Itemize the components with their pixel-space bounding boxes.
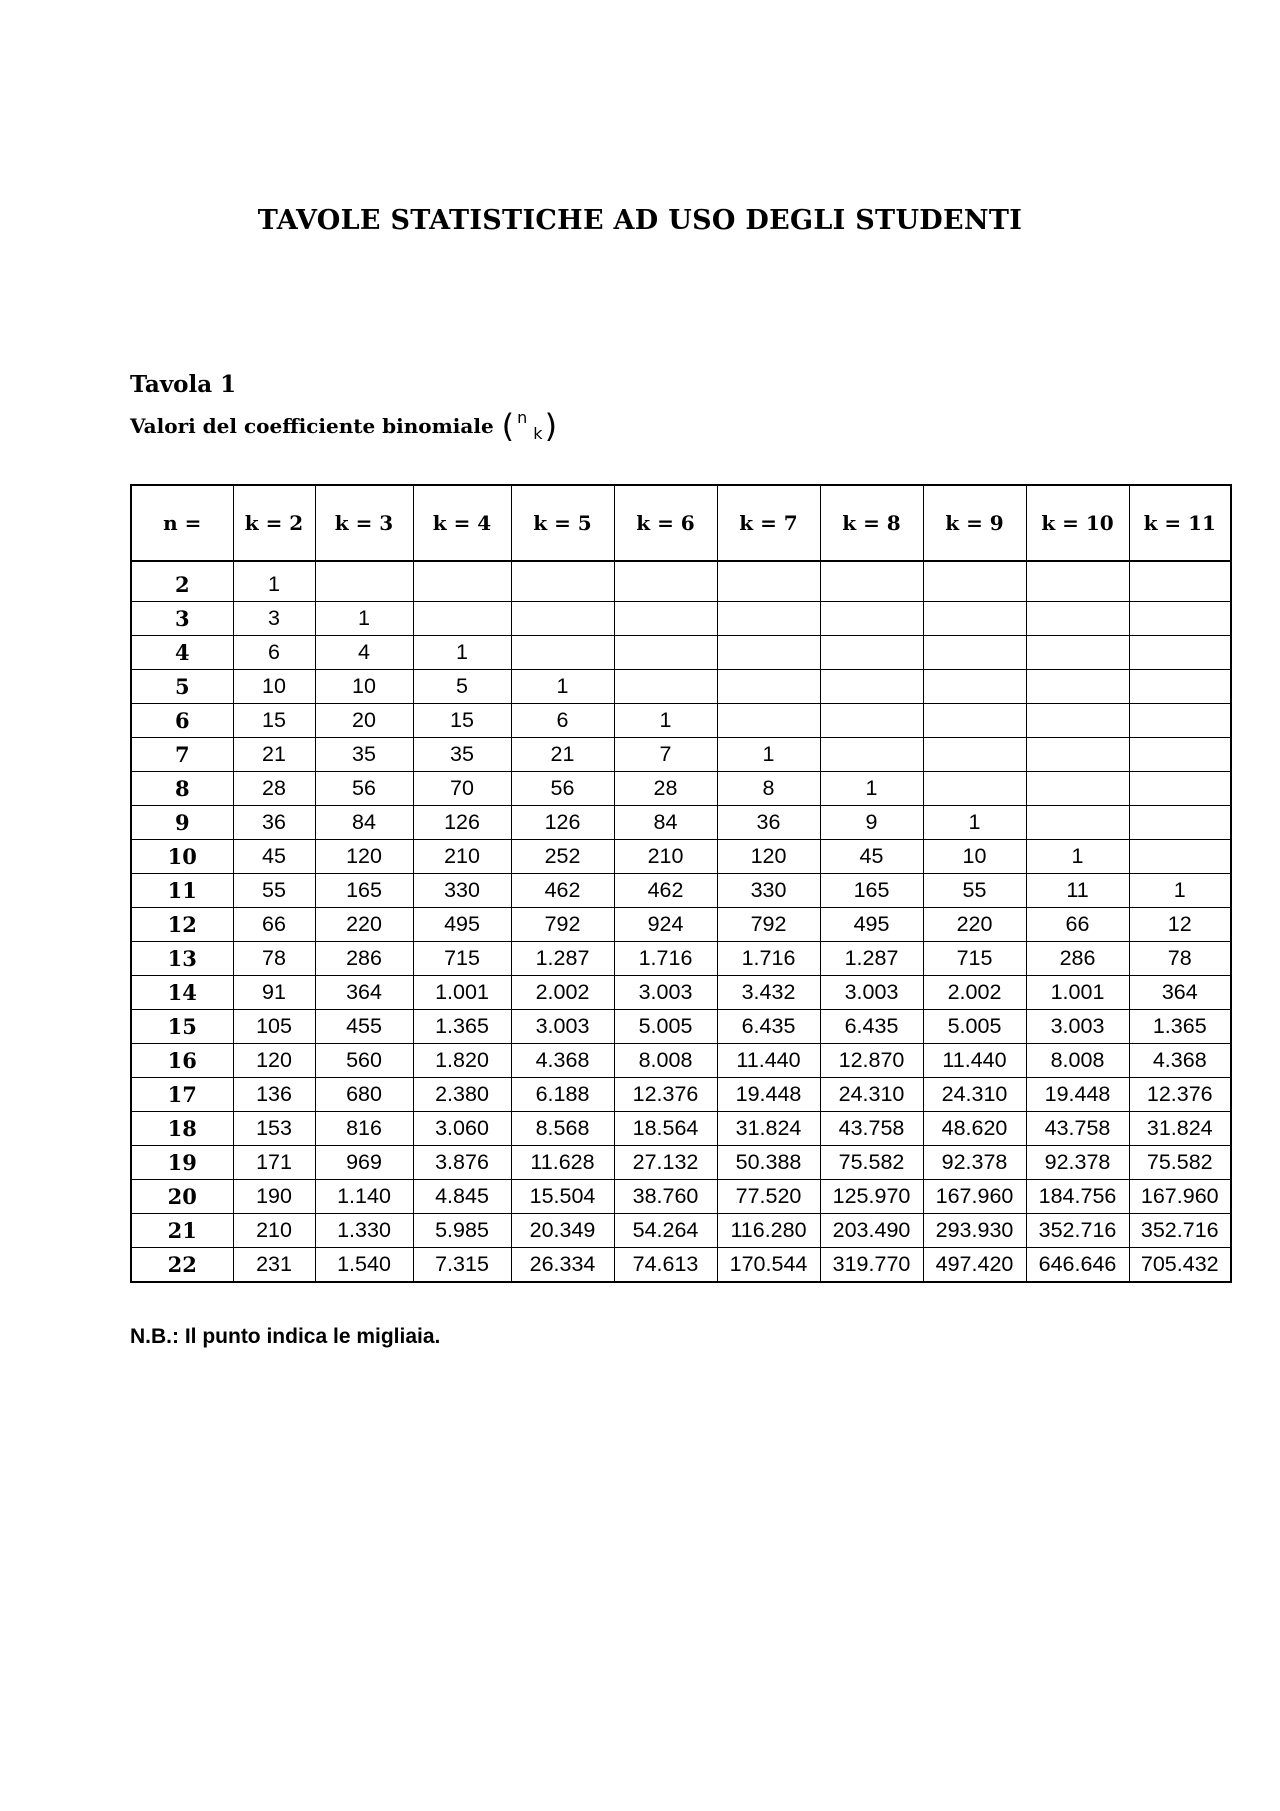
table-cell: 165 [315, 874, 413, 908]
table-cell: 3.003 [614, 976, 717, 1010]
row-n-cell: 17 [131, 1078, 233, 1112]
table-cell [820, 704, 923, 738]
table-row [131, 772, 1231, 806]
table-cell [923, 772, 1026, 806]
table-cell: 120 [717, 840, 820, 874]
table-row [131, 1112, 1231, 1146]
table-cell: 165 [820, 874, 923, 908]
table-cell [717, 636, 820, 670]
table-label: Tavola 1 [130, 371, 237, 398]
table-cell: 792 [717, 908, 820, 942]
row-n-cell: 7 [131, 738, 233, 772]
table-row [131, 704, 1231, 738]
row-n-cell: 20 [131, 1180, 233, 1214]
table-cell: 462 [511, 874, 614, 908]
table-cell: 120 [233, 1044, 315, 1078]
table-row [131, 670, 1231, 704]
column-header-k8: k = 8 [820, 485, 923, 561]
column-header-k11: k = 11 [1129, 485, 1231, 561]
table-cell: 330 [413, 874, 511, 908]
table-cell [1129, 806, 1231, 840]
row-n-cell: 2 [131, 561, 233, 602]
table-cell: 705.432 [1129, 1248, 1231, 1283]
table-cell: 1.330 [315, 1214, 413, 1248]
table-row [131, 806, 1231, 840]
column-header-k10: k = 10 [1026, 485, 1129, 561]
table-cell: 28 [233, 772, 315, 806]
table-cell: 715 [413, 942, 511, 976]
table-cell: 11.440 [717, 1044, 820, 1078]
table-cell: 560 [315, 1044, 413, 1078]
table-cell: 1.540 [315, 1248, 413, 1283]
table-cell [1129, 636, 1231, 670]
table-row [131, 942, 1231, 976]
table-cell: 75.582 [1129, 1146, 1231, 1180]
table-cell: 286 [1026, 942, 1129, 976]
table-cell [1129, 738, 1231, 772]
table-cell: 969 [315, 1146, 413, 1180]
table-cell: 210 [614, 840, 717, 874]
table-cell: 43.758 [820, 1112, 923, 1146]
table-cell: 1 [511, 670, 614, 704]
table-cell: 1 [413, 636, 511, 670]
table-cell: 2.002 [923, 976, 1026, 1010]
table-cell: 105 [233, 1010, 315, 1044]
table-cell: 48.620 [923, 1112, 1026, 1146]
table-cell [614, 561, 717, 602]
table-cell: 3.003 [820, 976, 923, 1010]
table-cell: 84 [614, 806, 717, 840]
row-n-cell: 6 [131, 704, 233, 738]
table-cell: 9 [820, 806, 923, 840]
binomial-close-paren: ) [544, 407, 558, 445]
table-subtitle [130, 407, 558, 445]
table-cell: 190 [233, 1180, 315, 1214]
row-n-cell: 21 [131, 1214, 233, 1248]
table-cell [923, 602, 1026, 636]
table-cell: 5 [413, 670, 511, 704]
table-cell: 35 [413, 738, 511, 772]
table-cell: 293.930 [923, 1214, 1026, 1248]
table-row [131, 1044, 1231, 1078]
table-cell: 24.310 [820, 1078, 923, 1112]
table-cell: 10 [315, 670, 413, 704]
table-cell: 210 [233, 1214, 315, 1248]
column-header-k2: k = 2 [233, 485, 315, 561]
table-cell [1129, 772, 1231, 806]
table-cell [1129, 704, 1231, 738]
table-cell: 21 [511, 738, 614, 772]
table-cell: 4.845 [413, 1180, 511, 1214]
binomial-open-paren: ( [501, 407, 515, 445]
binomial-n: n [517, 407, 528, 427]
table-cell: 21 [233, 738, 315, 772]
column-header-k5: k = 5 [511, 485, 614, 561]
table-cell [717, 561, 820, 602]
table-cell: 153 [233, 1112, 315, 1146]
table-row [131, 738, 1231, 772]
table-row [131, 1180, 1231, 1214]
table-cell: 12.376 [614, 1078, 717, 1112]
table-cell: 136 [233, 1078, 315, 1112]
table-cell: 31.824 [1129, 1112, 1231, 1146]
column-header-k9: k = 9 [923, 485, 1026, 561]
table-cell: 10 [233, 670, 315, 704]
row-n-cell: 9 [131, 806, 233, 840]
table-cell: 252 [511, 840, 614, 874]
table-cell: 36 [233, 806, 315, 840]
table-cell: 1.820 [413, 1044, 511, 1078]
table-cell [1026, 704, 1129, 738]
table-cell: 84 [315, 806, 413, 840]
table-cell [413, 561, 511, 602]
table-cell: 7.315 [413, 1248, 511, 1283]
subtitle-text: Valori del coefficiente binomiale [130, 414, 494, 438]
table-cell: 31.824 [717, 1112, 820, 1146]
table-cell: 3.876 [413, 1146, 511, 1180]
table-cell: 1.365 [413, 1010, 511, 1044]
table-cell [1129, 670, 1231, 704]
table-cell [923, 670, 1026, 704]
table-cell: 20.349 [511, 1214, 614, 1248]
table-cell: 2.002 [511, 976, 614, 1010]
table-cell [923, 738, 1026, 772]
table-cell: 12.870 [820, 1044, 923, 1078]
table-cell: 1 [614, 704, 717, 738]
table-cell: 74.613 [614, 1248, 717, 1283]
table-cell: 1 [233, 561, 315, 602]
table-cell [1026, 561, 1129, 602]
table-cell [717, 704, 820, 738]
row-n-cell: 22 [131, 1248, 233, 1283]
table-cell: 6.435 [717, 1010, 820, 1044]
table-cell: 3.003 [511, 1010, 614, 1044]
table-cell: 11.628 [511, 1146, 614, 1180]
row-n-cell: 10 [131, 840, 233, 874]
table-cell: 92.378 [923, 1146, 1026, 1180]
table-cell: 1.716 [717, 942, 820, 976]
table-cell: 10 [923, 840, 1026, 874]
table-cell: 3.003 [1026, 1010, 1129, 1044]
table-cell [820, 738, 923, 772]
table-cell [1026, 806, 1129, 840]
table-cell: 680 [315, 1078, 413, 1112]
table-cell: 1 [315, 602, 413, 636]
table-cell: 210 [413, 840, 511, 874]
table-cell: 1.365 [1129, 1010, 1231, 1044]
table-cell: 5.985 [413, 1214, 511, 1248]
table-cell: 3 [233, 602, 315, 636]
table-cell: 126 [413, 806, 511, 840]
table-cell: 77.520 [717, 1180, 820, 1214]
table-cell: 1 [923, 806, 1026, 840]
table-cell: 15 [413, 704, 511, 738]
table-cell: 35 [315, 738, 413, 772]
table-cell: 55 [233, 874, 315, 908]
table-cell: 11.440 [923, 1044, 1026, 1078]
table-cell: 27.132 [614, 1146, 717, 1180]
table-cell [717, 602, 820, 636]
column-header-k3: k = 3 [315, 485, 413, 561]
table-cell: 231 [233, 1248, 315, 1283]
table-cell: 220 [923, 908, 1026, 942]
table-cell: 495 [820, 908, 923, 942]
footnote: N.B.: Il punto indica le migliaia. [130, 1325, 441, 1348]
table-cell: 364 [1129, 976, 1231, 1010]
table-cell: 19.448 [1026, 1078, 1129, 1112]
table-cell: 715 [923, 942, 1026, 976]
table-cell: 1.001 [1026, 976, 1129, 1010]
table-row [131, 636, 1231, 670]
table-cell: 2.380 [413, 1078, 511, 1112]
table-cell: 495 [413, 908, 511, 942]
table-cell [923, 636, 1026, 670]
table-cell: 170.544 [717, 1248, 820, 1283]
table-row [131, 1010, 1231, 1044]
table-cell: 8.008 [614, 1044, 717, 1078]
table-cell: 171 [233, 1146, 315, 1180]
table-cell [820, 561, 923, 602]
table-cell: 1 [717, 738, 820, 772]
table-cell: 5.005 [923, 1010, 1026, 1044]
binomial-k: k [533, 423, 543, 443]
table-cell: 120 [315, 840, 413, 874]
table-cell: 924 [614, 908, 717, 942]
table-cell: 70 [413, 772, 511, 806]
table-cell: 352.716 [1129, 1214, 1231, 1248]
table-cell [923, 561, 1026, 602]
table-cell [820, 670, 923, 704]
table-cell: 36 [717, 806, 820, 840]
table-cell [717, 670, 820, 704]
table-cell: 167.960 [923, 1180, 1026, 1214]
table-cell: 7 [614, 738, 717, 772]
table-cell: 1.716 [614, 942, 717, 976]
row-n-cell: 4 [131, 636, 233, 670]
table-cell: 66 [1026, 908, 1129, 942]
table-cell: 18.564 [614, 1112, 717, 1146]
table-cell [1026, 738, 1129, 772]
binomial-symbol [501, 407, 558, 445]
table-cell: 220 [315, 908, 413, 942]
row-n-cell: 13 [131, 942, 233, 976]
table-cell [614, 602, 717, 636]
table-cell: 1 [1129, 874, 1231, 908]
table-cell: 6 [511, 704, 614, 738]
table-cell: 8.568 [511, 1112, 614, 1146]
table-cell: 1 [1026, 840, 1129, 874]
table-cell: 1.287 [511, 942, 614, 976]
table-cell: 78 [233, 942, 315, 976]
row-n-cell: 11 [131, 874, 233, 908]
row-n-cell: 16 [131, 1044, 233, 1078]
table-cell: 116.280 [717, 1214, 820, 1248]
table-cell: 24.310 [923, 1078, 1026, 1112]
column-header-k7: k = 7 [717, 485, 820, 561]
table-cell: 45 [820, 840, 923, 874]
table-cell: 91 [233, 976, 315, 1010]
table-cell: 15 [233, 704, 315, 738]
table-cell [1026, 772, 1129, 806]
table-row [131, 976, 1231, 1010]
table-cell: 50.388 [717, 1146, 820, 1180]
table-cell: 54.264 [614, 1214, 717, 1248]
table-cell: 6.188 [511, 1078, 614, 1112]
table-cell: 364 [315, 976, 413, 1010]
table-cell: 125.970 [820, 1180, 923, 1214]
table-cell: 1 [820, 772, 923, 806]
table-row [131, 1078, 1231, 1112]
table-cell: 203.490 [820, 1214, 923, 1248]
table-cell [1026, 670, 1129, 704]
table-cell: 26.334 [511, 1248, 614, 1283]
table-cell [820, 636, 923, 670]
table-cell: 20 [315, 704, 413, 738]
table-cell: 8 [717, 772, 820, 806]
table-row [131, 874, 1231, 908]
table-cell: 286 [315, 942, 413, 976]
table-cell: 462 [614, 874, 717, 908]
table-cell: 66 [233, 908, 315, 942]
table-cell: 19.448 [717, 1078, 820, 1112]
row-n-cell: 8 [131, 772, 233, 806]
table-cell: 92.378 [1026, 1146, 1129, 1180]
page-title: TAVOLE STATISTICHE AD USO DEGLI STUDENTI [257, 205, 1023, 236]
table-cell [511, 602, 614, 636]
table-cell: 5.005 [614, 1010, 717, 1044]
table-cell: 11 [1026, 874, 1129, 908]
table-cell: 75.582 [820, 1146, 923, 1180]
table-cell: 78 [1129, 942, 1231, 976]
table-cell: 816 [315, 1112, 413, 1146]
table-cell [413, 602, 511, 636]
table-cell: 4.368 [1129, 1044, 1231, 1078]
column-header-n: n = [131, 485, 233, 561]
table-cell: 646.646 [1026, 1248, 1129, 1283]
table-cell [614, 670, 717, 704]
table-cell: 15.504 [511, 1180, 614, 1214]
table-row [131, 561, 1231, 602]
table-cell [614, 636, 717, 670]
table-cell [1129, 840, 1231, 874]
row-n-cell: 18 [131, 1112, 233, 1146]
table-cell [1026, 636, 1129, 670]
table-cell: 3.060 [413, 1112, 511, 1146]
table-cell [923, 704, 1026, 738]
row-n-cell: 5 [131, 670, 233, 704]
row-n-cell: 12 [131, 908, 233, 942]
table-body [131, 561, 1231, 1282]
table-cell: 126 [511, 806, 614, 840]
table-row [131, 1214, 1231, 1248]
table-cell: 38.760 [614, 1180, 717, 1214]
table-cell: 12 [1129, 908, 1231, 942]
table-cell: 28 [614, 772, 717, 806]
table-cell: 1.001 [413, 976, 511, 1010]
table-cell: 792 [511, 908, 614, 942]
table-row [131, 840, 1231, 874]
table-row [131, 908, 1231, 942]
table-cell [315, 561, 413, 602]
table-cell: 1.140 [315, 1180, 413, 1214]
table-row [131, 602, 1231, 636]
table-cell [1129, 561, 1231, 602]
table-cell: 1.287 [820, 942, 923, 976]
table-cell: 4 [315, 636, 413, 670]
table-cell: 330 [717, 874, 820, 908]
table-cell: 8.008 [1026, 1044, 1129, 1078]
column-header-k4: k = 4 [413, 485, 511, 561]
table-cell: 4.368 [511, 1044, 614, 1078]
table-cell: 455 [315, 1010, 413, 1044]
row-n-cell: 19 [131, 1146, 233, 1180]
table-cell: 319.770 [820, 1248, 923, 1283]
table-cell: 56 [315, 772, 413, 806]
table-cell: 6.435 [820, 1010, 923, 1044]
table-cell: 184.756 [1026, 1180, 1129, 1214]
row-n-cell: 14 [131, 976, 233, 1010]
row-n-cell: 15 [131, 1010, 233, 1044]
table-cell: 352.716 [1026, 1214, 1129, 1248]
table-cell: 43.758 [1026, 1112, 1129, 1146]
header-row [131, 485, 1231, 561]
row-n-cell: 3 [131, 602, 233, 636]
table-cell [511, 636, 614, 670]
table-cell: 45 [233, 840, 315, 874]
table-cell: 3.432 [717, 976, 820, 1010]
table-row [131, 1146, 1231, 1180]
table-cell: 55 [923, 874, 1026, 908]
table-cell: 12.376 [1129, 1078, 1231, 1112]
table-cell [1129, 602, 1231, 636]
table-cell: 167.960 [1129, 1180, 1231, 1214]
table-row [131, 1248, 1231, 1283]
table-cell: 497.420 [923, 1248, 1026, 1283]
table-cell: 6 [233, 636, 315, 670]
table-cell [511, 561, 614, 602]
binomial-table [130, 484, 1232, 1283]
table-cell [820, 602, 923, 636]
table-cell: 56 [511, 772, 614, 806]
column-header-k6: k = 6 [614, 485, 717, 561]
table-cell [1026, 602, 1129, 636]
